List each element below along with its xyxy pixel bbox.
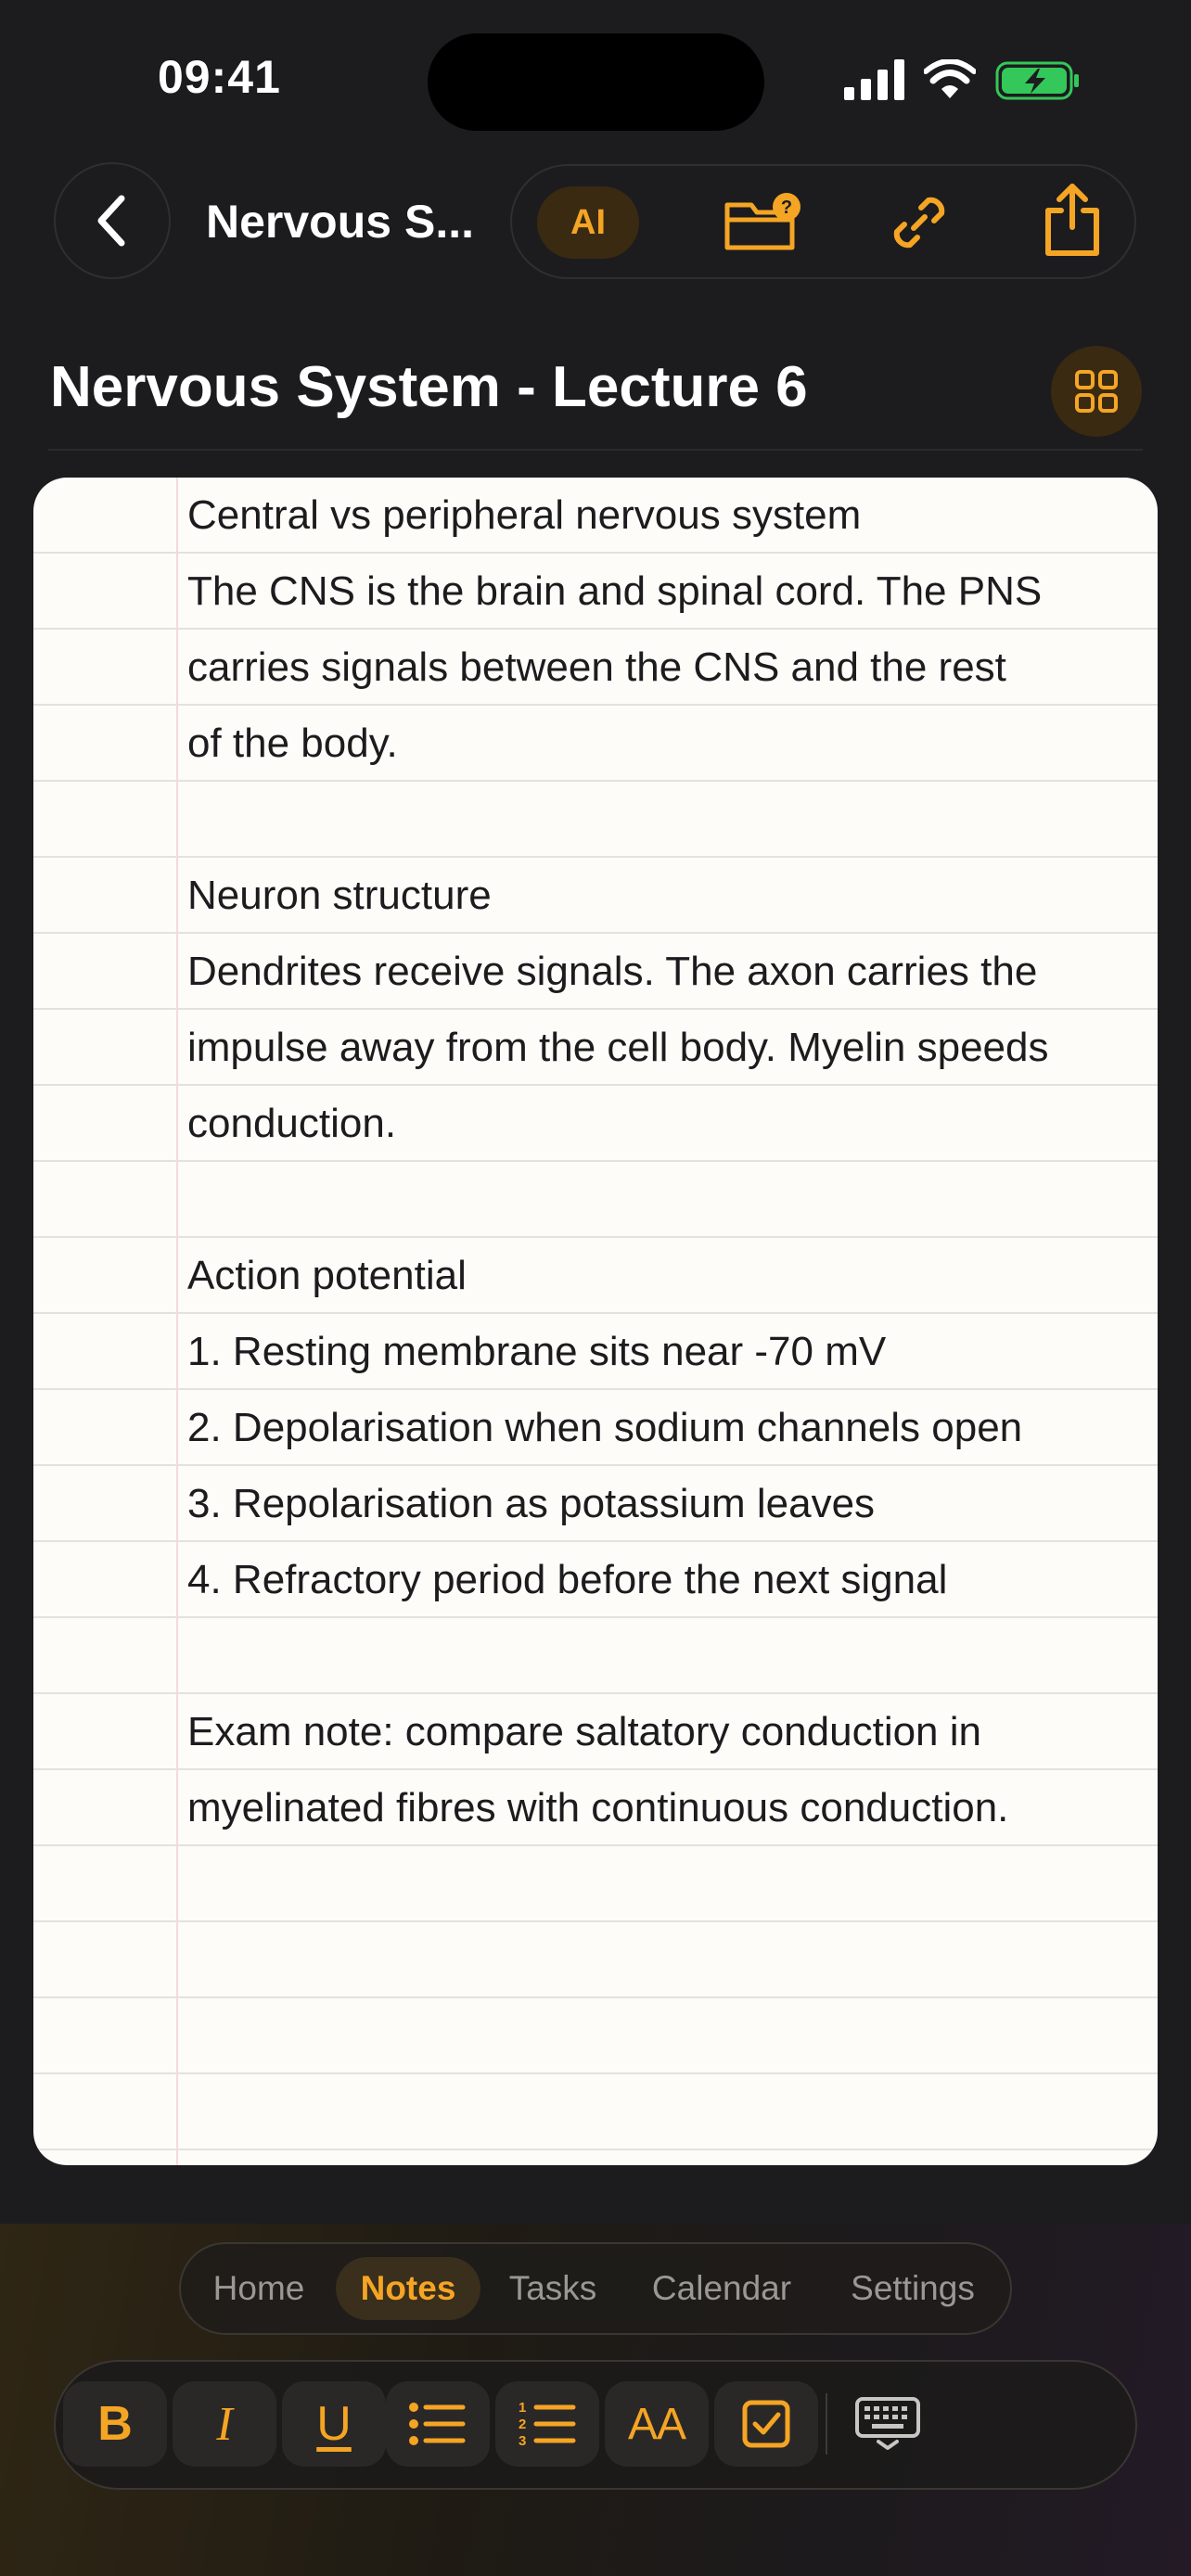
tab-home[interactable]: Home [212,2269,305,2307]
tab-tasks[interactable]: Tasks [508,2269,597,2307]
svg-text:?: ? [780,198,793,218]
back-chevron-icon [92,193,133,249]
header-title: Nervous S... [206,196,474,248]
checkbox-icon [741,2399,791,2449]
font-size-button[interactable]: AA [605,2381,709,2467]
note-line: 2. Depolarisation when sodium channels open [187,1405,1023,1450]
tab-calendar[interactable]: Calendar [651,2269,792,2307]
ai-button[interactable]: AI [537,186,639,259]
italic-button[interactable]: I [173,2381,276,2467]
cellular-signal-icon [842,59,907,100]
svg-text:1: 1 [519,2400,527,2416]
note-line: of the body. [187,721,398,766]
margin-line [176,478,178,2165]
note-line: carries signals between the CNS and the rest [187,644,1006,690]
note-line: myelinated fibres with continuous conduction. [187,1785,1009,1830]
tab-settings[interactable]: Settings [851,2269,975,2307]
note-line: Neuron structure [187,873,492,918]
folder-button[interactable] [722,181,805,264]
note-line: Action potential [187,1253,467,1298]
note-line: 3. Repolarisation as potassium leaves [187,1481,876,1526]
note-line: Central vs peripheral nervous system [187,492,862,538]
back-button[interactable] [54,162,171,279]
note-editor[interactable] [33,478,1158,2165]
note-line: impulse away from the cell body. Myelin speeds [187,1025,1049,1070]
page-title: Nervous System - Lecture 6 [50,355,808,419]
checklist-button[interactable] [714,2381,818,2467]
keyboard-icon [854,2396,921,2452]
wifi-icon [924,59,976,100]
bullet-list-button[interactable] [386,2381,490,2467]
bullet-list-icon [409,2402,467,2446]
dynamic-island [428,33,764,131]
underline-button[interactable]: U [282,2381,386,2467]
link-button[interactable] [877,181,961,264]
link-icon [886,189,953,256]
bold-button[interactable]: B [63,2381,167,2467]
svg-text:2: 2 [519,2417,527,2432]
battery-charging-icon [995,61,1081,100]
svg-text:3: 3 [519,2433,527,2448]
status-time: 09:41 [158,51,281,103]
numbered-list-button[interactable] [495,2381,599,2467]
note-line: 1. Resting membrane sits near -70 mV [187,1329,887,1374]
view-mode-button[interactable] [1051,346,1142,437]
toolbar-separator [826,2393,827,2455]
note-line: conduction. [187,1101,397,1146]
note-line: The CNS is the brain and spinal cord. The PNS [187,568,1043,614]
title-divider [48,449,1143,451]
share-icon [1043,181,1102,259]
share-button[interactable] [1031,178,1114,261]
folder-question-icon [724,192,803,253]
dismiss-keyboard-button[interactable] [846,2381,929,2467]
numbered-list-icon [518,2400,577,2448]
note-line: Exam note: compare saltatory conduction in [187,1709,982,1754]
tab-notes[interactable]: Notes [336,2257,480,2320]
note-line: 4. Refractory period before the next signal [187,1557,948,1602]
note-line: Dendrites receive signals. The axon carries the [187,949,1038,994]
grid-view-icon [1074,369,1119,414]
